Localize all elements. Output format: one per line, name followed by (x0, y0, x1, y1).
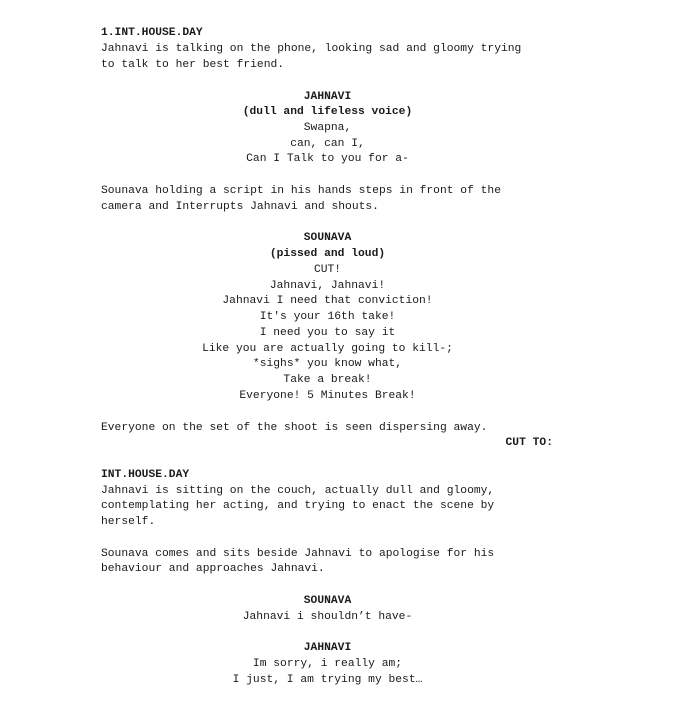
action-line: to talk to her best friend. (101, 59, 285, 71)
action-line: behaviour and approaches Jahnavi. (101, 563, 325, 575)
character-name: JAHNAVI (303, 91, 352, 103)
dialogue-line: I just, I am trying my best… (232, 674, 423, 686)
action-line: Jahnavi is talking on the phone, looking sad and gloomy trying (101, 43, 522, 55)
dialogue-line: Im sorry, i really am; (252, 658, 403, 670)
character-name: JAHNAVI (303, 642, 352, 654)
scene-heading: INT.HOUSE.DAY (101, 469, 190, 481)
dialogue-line: *sighs* you know what, (252, 358, 403, 370)
dialogue-line: Jahnavi i shouldn’t have- (242, 611, 413, 623)
dialogue-line: Jahnavi I need that conviction! (222, 295, 433, 307)
parenthetical: (dull and lifeless voice) (242, 106, 413, 118)
action-line: camera and Interrupts Jahnavi and shouts. (101, 201, 379, 213)
dialogue-line: Jahnavi, Jahnavi! (269, 280, 386, 292)
dialogue-line: Swapna, (303, 122, 352, 134)
dialogue-line: Like you are actually going to kill-; (202, 343, 453, 355)
dialogue-line: It's your 16th take! (259, 311, 396, 323)
action-line: herself. (101, 516, 156, 528)
character-name: SOUNAVA (303, 232, 352, 244)
dialogue-line: Can I Talk to you for a- (246, 153, 409, 165)
action-line: contemplating her acting, and trying to enact the scene by (101, 500, 495, 512)
dialogue-line: CUT! (313, 264, 342, 276)
action-line: Everyone on the set of the shoot is seen dispersing away. (101, 422, 488, 434)
action-line: Jahnavi is sitting on the couch, actually dull and gloomy, (101, 485, 495, 497)
action-line: Sounava holding a script in his hands steps in front of the (101, 185, 501, 197)
transition: CUT TO: (505, 437, 553, 449)
scene-heading: 1.INT.HOUSE.DAY (101, 27, 203, 39)
parenthetical: (pissed and loud) (269, 248, 386, 260)
dialogue-line: I need you to say it (259, 327, 396, 339)
action-line: Sounava comes and sits beside Jahnavi to apologise for his (101, 548, 495, 560)
dialogue-line: Take a break! (283, 374, 372, 386)
dialogue-line: can, can I, (290, 138, 365, 150)
dialogue-line: Everyone! 5 Minutes Break! (239, 390, 416, 402)
character-name: SOUNAVA (303, 595, 352, 607)
